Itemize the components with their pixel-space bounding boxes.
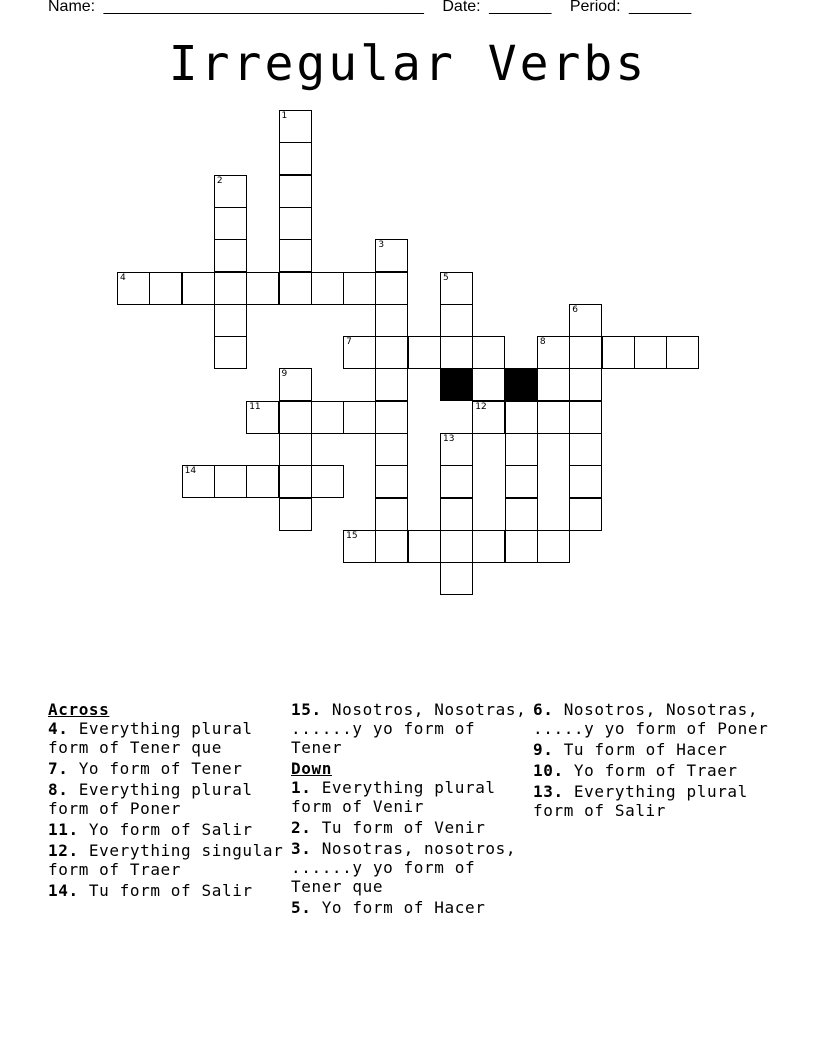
grid-cell[interactable] <box>279 498 312 531</box>
grid-cell[interactable] <box>440 562 473 595</box>
clue-item <box>291 700 531 757</box>
grid-cell[interactable] <box>440 433 473 466</box>
clue-item-number: 2. <box>291 818 312 837</box>
grid-cell[interactable] <box>440 498 473 531</box>
grid-cell[interactable] <box>537 368 570 401</box>
clue-item <box>291 898 531 917</box>
clue-item-number: 8. <box>48 780 69 799</box>
clue-item-number: 14. <box>48 881 79 900</box>
period-blank[interactable]: _______ <box>628 0 692 15</box>
clue-item-text: Yo form of Traer <box>563 761 738 780</box>
clue-number: 15 <box>346 530 358 541</box>
clue-number: 9 <box>281 369 288 380</box>
clue-number: 8 <box>539 337 546 348</box>
grid-cell[interactable] <box>375 465 408 498</box>
grid-cell[interactable] <box>214 336 247 369</box>
grid-cell[interactable] <box>375 433 408 466</box>
clue-item-text: Nosotras, nosotros, ......y yo form of Tener que <box>291 839 517 896</box>
clue-item-text: Tu form of Venir <box>311 818 486 837</box>
grid-cell[interactable] <box>279 239 312 272</box>
grid-cell[interactable] <box>375 239 408 272</box>
clue-number: 14 <box>184 466 197 477</box>
clue-number: 7 <box>346 337 352 348</box>
clue-item <box>291 818 531 837</box>
grid-cell[interactable] <box>343 272 376 305</box>
grid-cell[interactable] <box>375 304 408 337</box>
clue-item-number: 7. <box>48 759 69 778</box>
clue-item-number: 6. <box>533 700 554 719</box>
grid-cell[interactable] <box>375 498 408 531</box>
clue-item <box>533 700 773 738</box>
clue-number: 2 <box>216 175 223 186</box>
black-cell <box>505 368 538 401</box>
grid-cell[interactable] <box>279 465 312 498</box>
clue-column-2 <box>291 700 531 919</box>
grid-cell[interactable] <box>408 336 441 369</box>
grid-cell[interactable] <box>472 401 505 434</box>
grid-cell[interactable] <box>343 401 376 434</box>
grid-cell[interactable] <box>214 175 247 208</box>
grid-cell[interactable] <box>279 433 312 466</box>
grid-cell[interactable] <box>472 336 505 369</box>
name-label: Name: <box>48 0 96 15</box>
date-label: Date: <box>442 0 481 15</box>
clue-item <box>533 782 773 820</box>
clue-number: 4 <box>120 272 126 283</box>
clue-item-number: 11. <box>48 820 79 839</box>
period-label: Period: <box>569 0 621 15</box>
grid-cell[interactable] <box>311 401 344 434</box>
grid-cell[interactable] <box>472 530 505 563</box>
clue-item-text: Yo form of Tener <box>68 759 243 778</box>
clue-item-number: 10. <box>533 761 564 780</box>
grid-cell[interactable] <box>182 465 215 498</box>
grid-cell[interactable] <box>311 272 344 305</box>
grid-cell[interactable] <box>375 272 408 305</box>
clue-item-text: Nosotros, Nosotras, .....y yo form of Poner <box>533 700 769 738</box>
clue-column-3 <box>533 700 773 822</box>
grid-cell[interactable] <box>182 272 215 305</box>
grid-cell[interactable] <box>214 465 247 498</box>
clue-item-text: Everything singular form of Traer <box>48 841 284 879</box>
clue-item-text: Everything plural form of Venir <box>291 778 496 816</box>
clue-item <box>48 780 288 818</box>
clue-number: 12 <box>475 401 487 412</box>
grid-cell[interactable] <box>117 272 150 305</box>
grid-cell[interactable] <box>311 465 344 498</box>
clue-item <box>291 778 531 816</box>
clue-item-text: Everything plural form of Tener que <box>48 719 253 757</box>
grid-cell[interactable] <box>505 401 538 434</box>
grid-cell[interactable] <box>440 272 473 305</box>
clue-item-text: Tu form of Hacer <box>553 740 728 759</box>
clue-item <box>48 841 288 879</box>
clue-item <box>48 719 288 757</box>
grid-cell[interactable] <box>279 207 312 240</box>
grid-cell[interactable] <box>279 401 312 434</box>
grid-cell[interactable] <box>666 336 699 369</box>
clue-item <box>291 839 531 896</box>
grid-cell[interactable] <box>375 401 408 434</box>
grid-cell[interactable] <box>634 336 667 369</box>
grid-cell[interactable] <box>343 336 376 369</box>
clue-item-number: 3. <box>291 839 312 858</box>
grid-cell[interactable] <box>214 304 247 337</box>
grid-cell[interactable] <box>408 530 441 563</box>
clue-number: 6 <box>572 304 578 315</box>
date-blank[interactable]: _______ <box>489 0 552 15</box>
grid-cell[interactable] <box>214 239 247 272</box>
clue-item-number: 12. <box>48 841 79 860</box>
grid-cell[interactable] <box>505 433 538 466</box>
clue-item <box>48 820 288 839</box>
grid-cell[interactable] <box>537 530 570 563</box>
clue-item <box>533 761 773 780</box>
grid-cell[interactable] <box>569 401 602 434</box>
black-cell <box>440 368 473 401</box>
grid-cell[interactable] <box>375 530 408 563</box>
grid-cell[interactable] <box>279 272 312 305</box>
grid-cell[interactable] <box>440 530 473 563</box>
clue-number: 13 <box>443 434 455 444</box>
grid-cell[interactable] <box>505 465 538 498</box>
grid-cell[interactable] <box>569 304 602 337</box>
grid-cell[interactable] <box>440 336 473 369</box>
grid-cell[interactable] <box>569 368 602 401</box>
clue-item-text: Everything plural form of Poner <box>48 780 253 818</box>
clue-item-number: 1. <box>291 778 312 797</box>
down-heading: Down <box>291 759 332 778</box>
grid-cell[interactable] <box>440 465 473 498</box>
across-heading: Across <box>48 700 110 719</box>
grid-cell[interactable] <box>569 336 602 369</box>
clue-item <box>48 759 288 778</box>
worksheet-title: Irregular Verbs <box>168 36 648 92</box>
grid-cell[interactable] <box>537 401 570 434</box>
name-blank[interactable]: ____________________________________ <box>103 0 424 15</box>
clue-item-number: 4. <box>48 719 69 738</box>
clue-item <box>48 881 288 900</box>
grid-cell[interactable] <box>505 530 538 563</box>
grid-cell[interactable] <box>246 272 279 305</box>
clue-number: 10 <box>507 369 520 380</box>
grid-cell[interactable] <box>602 336 635 369</box>
clue-number: 5 <box>443 272 449 283</box>
clue-item <box>533 740 773 759</box>
clue-item-text: Tu form of Salir <box>78 881 253 900</box>
grid-cell[interactable] <box>149 272 182 305</box>
grid-cell[interactable] <box>537 336 570 369</box>
grid-cell[interactable] <box>246 465 279 498</box>
grid-cell[interactable] <box>569 465 602 498</box>
grid-cell[interactable] <box>569 498 602 531</box>
clue-item-number: 5. <box>291 898 312 917</box>
grid-cell[interactable] <box>214 272 247 305</box>
grid-cell[interactable] <box>343 530 376 563</box>
clue-item-number: 13. <box>533 782 564 801</box>
grid-cell[interactable] <box>279 368 312 401</box>
grid-cell[interactable] <box>279 110 312 143</box>
clue-column-1 <box>48 700 288 902</box>
clue-item-text: Everything plural form of Salir <box>533 782 748 820</box>
grid-cell[interactable] <box>279 175 312 208</box>
grid-cell[interactable] <box>279 142 312 175</box>
grid-cell[interactable] <box>440 304 473 337</box>
grid-cell[interactable] <box>375 336 408 369</box>
grid-cell[interactable] <box>505 498 538 531</box>
grid-cell[interactable] <box>214 207 247 240</box>
clue-number: 11 <box>249 401 261 412</box>
clue-item-text: Yo form of Salir <box>78 820 253 839</box>
clue-item-number: 9. <box>533 740 554 759</box>
clue-item-number: 15. <box>291 700 322 719</box>
clue-number: 3 <box>378 240 385 251</box>
grid-cell[interactable] <box>569 433 602 466</box>
clue-number: 1 <box>281 111 288 121</box>
clue-item-text: Nosotros, Nosotras, ......y yo form of Tener <box>291 700 527 757</box>
grid-cell[interactable] <box>246 401 279 434</box>
grid-cell[interactable] <box>472 368 505 401</box>
clue-item-text: Yo form of Hacer <box>311 898 486 917</box>
grid-cell[interactable] <box>375 368 408 401</box>
